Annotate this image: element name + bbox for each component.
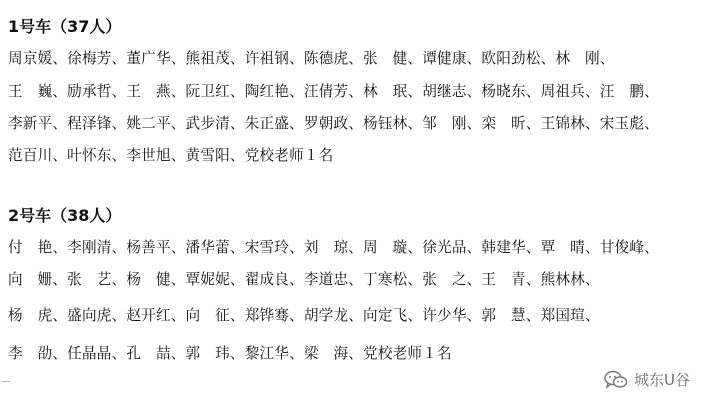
car2-heading: 2号车（38人） [8,206,122,225]
watermark [604,369,690,390]
watermark-text: 城东U谷 [634,371,690,389]
car1-line-4: 范百川、叶怀东、李世旭、黄雪阳、党校老师１名 [8,147,334,164]
car1-heading: 1号车（37人） [8,17,122,36]
car1-line-1: 周京媛、徐梅芳、董广华、熊祖茂、许祖钢、陈德虎、张 健、谭健康、欧阳劲松、林 刚、 [8,50,615,67]
page-corner-mark [2,381,10,382]
car1-line-3: 李新平、程泽锋、姚二平、武步清、朱正盛、罗朝政、杨钰林、邹 刚、栾 昕、王锦林、宋玉彪、 [8,115,659,132]
car2-line-3: 杨 虎、盛向虎、赵开红、向 征、郑铧骞、胡学龙、向定飞、许少华、郭 慧、郑国瑄、 [8,307,600,324]
wechat-logo-icon [604,370,628,390]
car2-line-1: 付 艳、李刚清、杨善平、潘华蕾、宋雪玲、刘 琼、周 璇、徐光品、韩建华、覃 晴、甘俊峰、 [8,239,659,256]
car1-line-2: 王 巍、励承哲、王 燕、阮卫红、陶红艳、汪倩芳、林 珉、胡继志、杨晓东、周祖兵、汪 鹏、 [8,83,659,100]
car2-line-2: 向 姗、张 艺、杨 健、覃妮妮、翟成良、李道忠、丁寒松、张 之、王 青、熊林林、 [8,271,600,288]
car2-line-4: 李 劭、任晶晶、孔 喆、郭 玮、黎江华、梁 海、党校老师１名 [8,345,452,362]
